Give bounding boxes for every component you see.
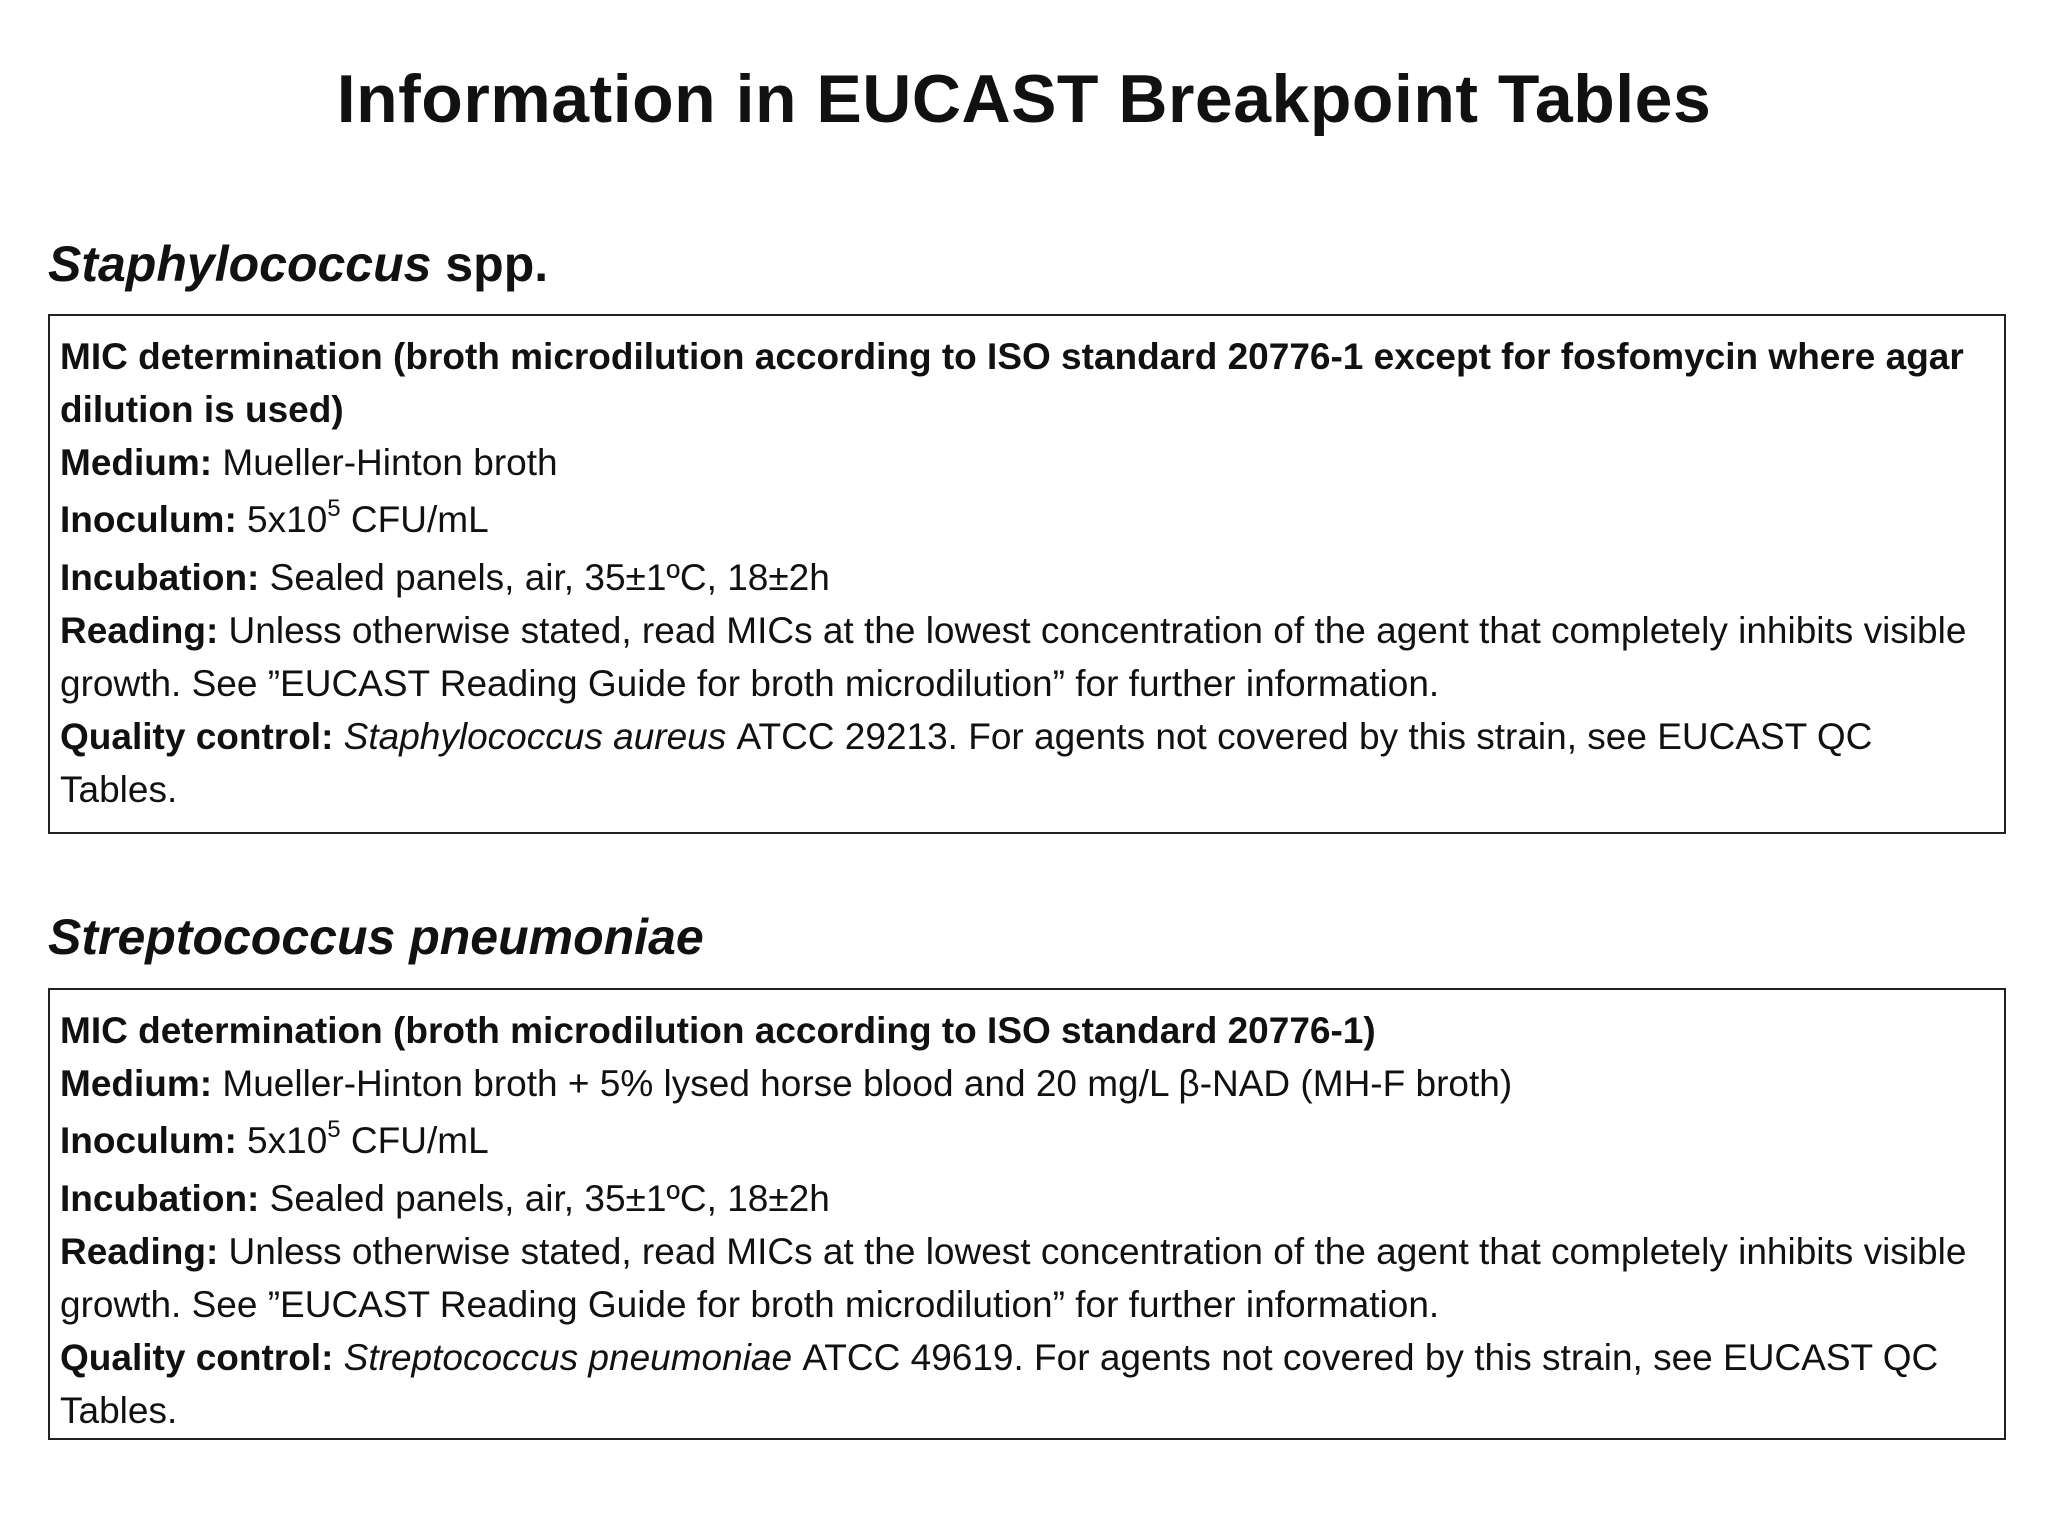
inoculum-label: Inoculum: (60, 1120, 237, 1161)
reading-line (60, 604, 1994, 710)
reading-line (60, 1225, 1994, 1331)
info-box-staphylococcus (48, 314, 2006, 834)
medium-line (60, 1057, 1994, 1110)
medium-label: Medium: (60, 1063, 213, 1104)
quality-control-value: ATCC 29213. For agents not covered by this strain, see EUCAST QC Tables. (60, 716, 1873, 810)
page-title: Information in EUCAST Breakpoint Tables (336, 61, 1712, 137)
mic-determination-heading: MIC determination (broth microdilution according to ISO standard 20776-1) (60, 1010, 1376, 1051)
incubation-label: Incubation: (60, 557, 260, 598)
section-heading-streptococcus (48, 908, 704, 966)
inoculum-exponent: 5 (327, 495, 341, 522)
reading-value: Unless otherwise stated, read MICs at the lowest concentration of the agent that completely inhibits visible growth. See ”EUCAST Reading Guide for broth microdilution” for further information. (60, 1231, 1967, 1325)
quality-control-line (60, 710, 1994, 816)
inoculum-suffix: CFU/mL (340, 1120, 489, 1161)
incubation-value: Sealed panels, air, 35±1ºC, 18±2h (259, 557, 830, 598)
incubation-line (60, 551, 1994, 604)
inoculum-prefix: 5x10 (236, 1120, 328, 1161)
info-box-streptococcus (48, 988, 2006, 1440)
medium-label: Medium: (60, 442, 213, 483)
medium-line (60, 436, 1994, 489)
quality-control-line (60, 1331, 1994, 1437)
quality-control-organism: Staphylococcus aureus (333, 716, 737, 757)
reading-value: Unless otherwise stated, read MICs at the lowest concentration of the agent that completely inhibits visible growth. See ”EUCAST Reading Guide for broth microdilution” for further information. (60, 610, 1967, 704)
quality-control-organism: Streptococcus pneumoniae (333, 1337, 803, 1378)
quality-control-value: ATCC 49619. For agents not covered by this strain, see EUCAST QC Tables. (60, 1337, 1939, 1431)
incubation-line (60, 1172, 1994, 1225)
medium-value: Mueller-Hinton broth + 5% lysed horse blood and 20 mg/L β-NAD (MH-F broth) (212, 1063, 1513, 1104)
inoculum-line (60, 489, 1994, 551)
inoculum-line (60, 1110, 1994, 1172)
section-heading-staphylococcus (48, 235, 548, 293)
inoculum-prefix: 5x10 (236, 499, 328, 540)
reading-label: Reading: (60, 1231, 219, 1272)
mic-determination-heading: MIC determination (broth microdilution according to ISO standard 20776-1 except for fosfomycin where agar dilution is used) (60, 336, 1964, 430)
inoculum-label: Inoculum: (60, 499, 237, 540)
quality-control-label: Quality control: (60, 716, 334, 757)
inoculum-suffix: CFU/mL (340, 499, 489, 540)
section-heading-genus: Streptococcus pneumoniae (48, 909, 704, 965)
quality-control-label: Quality control: (60, 1337, 334, 1378)
incubation-label: Incubation: (60, 1178, 260, 1219)
inoculum-exponent: 5 (327, 1116, 341, 1143)
section-heading-genus: Staphylococcus (48, 236, 432, 292)
medium-value: Mueller-Hinton broth (212, 442, 558, 483)
incubation-value: Sealed panels, air, 35±1ºC, 18±2h (259, 1178, 830, 1219)
reading-label: Reading: (60, 610, 219, 651)
section-heading-suffix: spp. (431, 236, 549, 292)
